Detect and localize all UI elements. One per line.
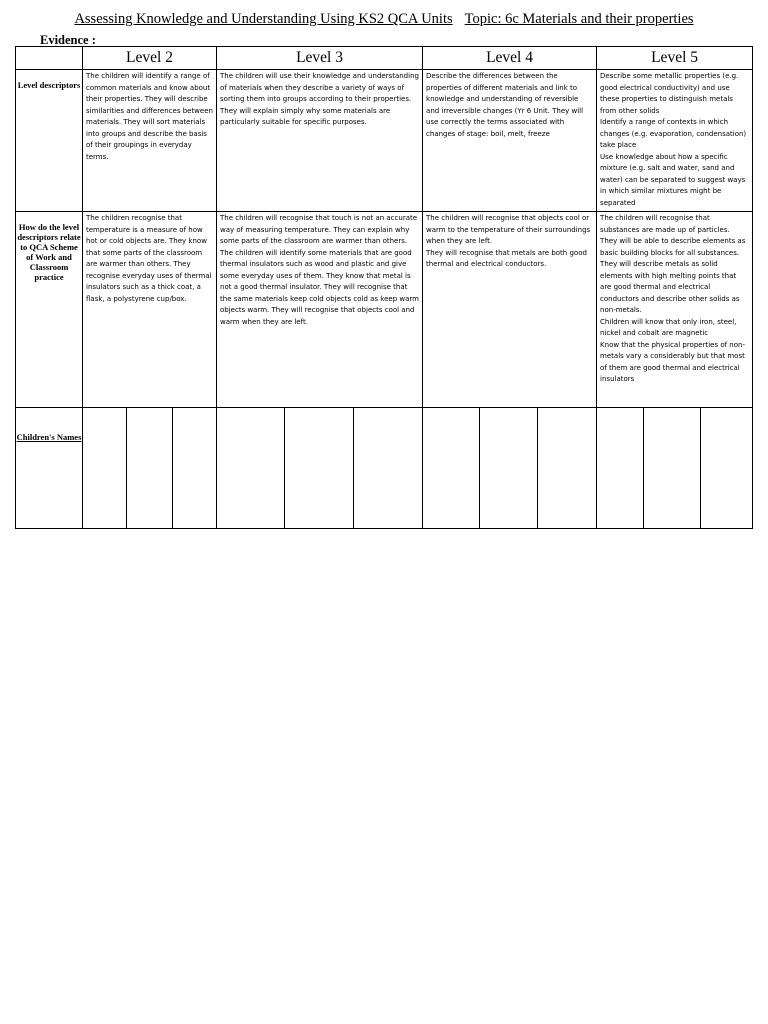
practice-text: Know that the physical properties of non-metals vary a considerably but that most of them are good thermal and electrical insulators [600,340,745,383]
level-header-row [16,47,753,70]
page-title [0,11,768,28]
level-2-descriptor [83,70,217,212]
topic-text: Topic: 6c Materials and their properties [464,11,694,27]
name-entry-cell[interactable] [480,408,538,529]
title-text: Assessing Knowledge and Understanding Using KS2 QCA Units [74,11,453,27]
descriptors-row-label: Level descriptors [16,70,83,212]
name-entry-cell[interactable] [127,408,173,529]
name-entry-cell[interactable] [285,408,354,529]
level-4-practice [423,212,597,408]
name-entry-cell[interactable] [423,408,480,529]
name-entry-cell[interactable] [354,408,423,529]
level-5-header: Level 5 [597,47,753,70]
descriptor-text: Describe some metallic properties (e.g. good electrical conductivity) and use these properties to distinguish metals from other solids [600,72,739,115]
name-entry-cell[interactable] [83,408,127,529]
level-2-practice [83,212,217,408]
level-5-practice [597,212,753,408]
corner-cell [16,47,83,70]
descriptors-row [16,70,753,212]
name-entry-cell[interactable] [597,408,644,529]
assessment-table [15,46,753,529]
practice-text: Children will know that only iron, steel, nickel and cobalt are magnetic [600,317,737,337]
descriptor-text: Identify a range of contexts in which changes (e.g. evaporation, condensation) take place [600,118,747,149]
level-3-header: Level 3 [217,47,423,70]
level-2-header: Level 2 [83,47,217,70]
descriptor-text: The children will use their knowledge and understanding of materials when they describe a variety of ways of sorting them into groups according to their properties. They will explain simply why some materials are particularly suitable for specific purposes. [220,72,419,126]
practice-row [16,212,753,408]
practice-text: They will recognise that metals are both good thermal and electrical conductors. [426,248,587,268]
practice-text: The children recognise that temperature is a measure of how hot or cold objects are. They know that some parts of the classroom are warmer than others. They recognise everyday uses of thermal insulators such as a thick coat, a flask, a polystyrene cup/box. [86,214,212,303]
level-3-descriptor [217,70,423,212]
practice-text: The children will recognise that substances are made up of particles. They will be able to describe elements as basic building blocks for all substances. [600,214,746,257]
practice-text: The children will recognise that touch is not an accurate way of measuring temperature. They can explain why some parts of the classroom are warmer than others. The children will identify some materials that are good thermal insulators such as wood and plastic and give some everyday uses of them. They know that metal is not a good thermal insulator. They will recognise that the same materials keep cold objects cold as keep warm objects warm. They will recognise that objects cool and warm when they are left. [220,214,419,326]
descriptor-text: The children will identify a range of common materials and know about their properties. They will describe similarities and differences between materials. They will sort materials into groups and describe the basis of their groupings in everyday terms. [86,72,213,161]
practice-text: They will describe metals as solid elements with high melting points that are good thermal and electrical conductors and describe other solids as non-metals. [600,260,740,314]
practice-row-label: How do the level descriptors relate to QCA Scheme of Work and Classroom practice [16,212,83,408]
name-entry-cell[interactable] [538,408,597,529]
level-3-practice [217,212,423,408]
evidence-label: Evidence : [40,33,96,47]
descriptor-text: Describe the differences between the properties of different materials and link to knowledge and understanding of reversible and irreversible changes (Yr 6 Unit. They will use correctly the terms associated with changes of stage: boil, melt, freeze [426,72,584,138]
name-entry-cell[interactable] [644,408,701,529]
names-row [16,408,753,529]
name-entry-cell[interactable] [701,408,753,529]
level-4-header: Level 4 [423,47,597,70]
practice-text: The children will recognise that objects cool or warm to the temperature of their surroundings when they are left. [426,214,591,245]
name-entry-cell[interactable] [173,408,217,529]
level-5-descriptor [597,70,753,212]
names-row-label: Children's Names [16,408,83,529]
name-entry-cell[interactable] [217,408,285,529]
descriptor-text: Use knowledge about how a specific mixture (e.g. salt and water, sand and water) can be separated to suggest ways in which similar mixtures might be separated [600,152,746,207]
level-4-descriptor [423,70,597,212]
